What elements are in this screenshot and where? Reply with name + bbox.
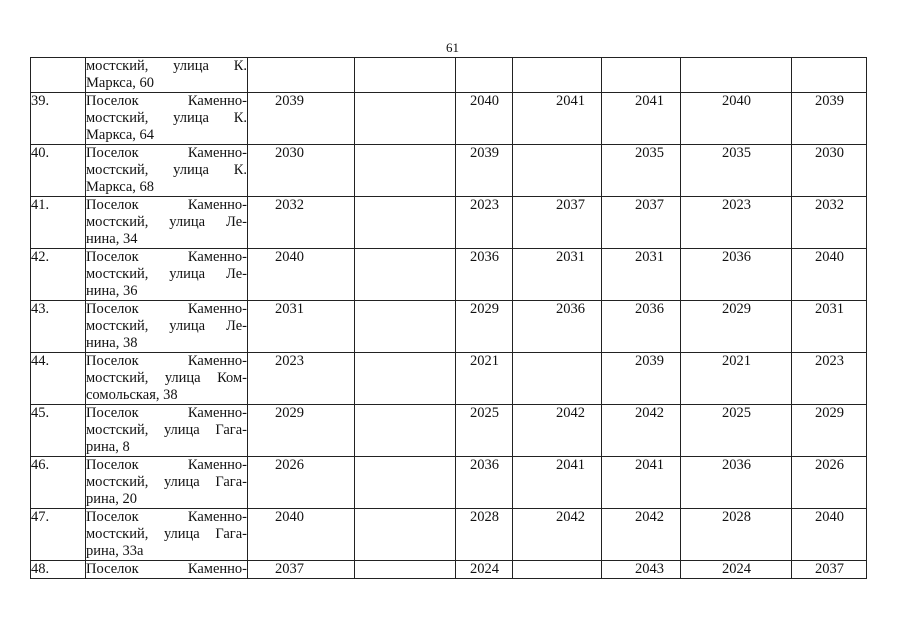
year-cell: 2023 <box>792 353 867 405</box>
table-row <box>31 561 867 579</box>
year-cell: 2041 <box>513 93 602 145</box>
address-line: мостский, улица К. <box>86 162 247 178</box>
address-line: мостский, улица Ком- <box>86 370 247 386</box>
year-cell: 2031 <box>248 301 355 353</box>
year-cell: 2031 <box>513 249 602 301</box>
row-number: 46. <box>31 457 86 509</box>
year-cell: 2021 <box>681 353 792 405</box>
year-cell: 2028 <box>681 509 792 561</box>
address-line: мостский, улица Гага- <box>86 422 247 438</box>
year-cell: 2024 <box>456 561 513 579</box>
table-row <box>31 145 867 197</box>
year-cell: 2040 <box>681 93 792 145</box>
table-body <box>31 58 867 579</box>
address-line: нина, 36 <box>86 283 138 299</box>
address-cell <box>86 561 248 579</box>
year-cell <box>513 145 602 197</box>
address-cell <box>86 353 248 405</box>
year-cell: 2023 <box>681 197 792 249</box>
year-cell: 2036 <box>681 457 792 509</box>
address-line: Поселок Каменно- <box>86 249 247 265</box>
year-cell: 2026 <box>248 457 355 509</box>
table-row <box>31 353 867 405</box>
year-cell: 2029 <box>681 301 792 353</box>
year-cell: 2037 <box>792 561 867 579</box>
year-cell: 2040 <box>792 509 867 561</box>
year-cell: 2025 <box>681 405 792 457</box>
year-cell: 2024 <box>681 561 792 579</box>
address-line: нина, 38 <box>86 335 138 351</box>
year-cell: 2037 <box>602 197 681 249</box>
table-row <box>31 93 867 145</box>
year-cell <box>355 405 456 457</box>
table-row <box>31 249 867 301</box>
address-line: Поселок Каменно- <box>86 145 247 161</box>
row-number: 39. <box>31 93 86 145</box>
address-cell <box>86 93 248 145</box>
table-row <box>31 58 867 93</box>
address-line: Поселок Каменно- <box>86 509 247 525</box>
year-cell: 2029 <box>456 301 513 353</box>
year-cell: 2041 <box>602 93 681 145</box>
year-cell: 2040 <box>792 249 867 301</box>
year-cell: 2039 <box>792 93 867 145</box>
year-cell: 2039 <box>456 145 513 197</box>
year-cell: 2023 <box>456 197 513 249</box>
year-cell: 2030 <box>248 145 355 197</box>
year-cell: 2041 <box>602 457 681 509</box>
year-cell <box>355 93 456 145</box>
year-cell: 2026 <box>792 457 867 509</box>
address-line: Маркса, 60 <box>86 75 155 91</box>
address-cell <box>86 197 248 249</box>
row-number: 42. <box>31 249 86 301</box>
address-line: рина, 20 <box>86 491 137 507</box>
row-number: 45. <box>31 405 86 457</box>
table-row <box>31 405 867 457</box>
year-cell: 2021 <box>456 353 513 405</box>
year-cell <box>513 58 602 93</box>
year-cell <box>355 249 456 301</box>
row-number: 48. <box>31 561 86 579</box>
address-line: мостский, улица Гага- <box>86 474 247 490</box>
year-cell: 2040 <box>456 93 513 145</box>
year-cell <box>355 457 456 509</box>
year-cell: 2040 <box>248 509 355 561</box>
year-cell <box>456 58 513 93</box>
year-cell: 2036 <box>456 457 513 509</box>
year-cell: 2043 <box>602 561 681 579</box>
address-line: Поселок Каменно- <box>86 353 247 369</box>
year-cell: 2035 <box>602 145 681 197</box>
address-line: мостский, улица Ле- <box>86 214 247 230</box>
year-cell <box>513 561 602 579</box>
address-line: Поселок Каменно- <box>86 457 247 473</box>
year-cell: 2029 <box>792 405 867 457</box>
address-line: нина, 34 <box>86 231 138 247</box>
table-row <box>31 457 867 509</box>
table-row <box>31 301 867 353</box>
address-cell <box>86 405 248 457</box>
year-cell <box>248 58 355 93</box>
address-cell <box>86 457 248 509</box>
address-line: мостский, улица Гага- <box>86 526 247 542</box>
year-cell <box>355 561 456 579</box>
page-number: 61 <box>446 40 459 55</box>
year-cell <box>513 353 602 405</box>
table-row <box>31 197 867 249</box>
address-line: Поселок Каменно- <box>86 93 247 109</box>
row-number: 47. <box>31 509 86 561</box>
year-cell <box>792 58 867 93</box>
row-number: 44. <box>31 353 86 405</box>
year-cell: 2037 <box>248 561 355 579</box>
address-line: Маркса, 64 <box>86 127 155 143</box>
year-cell: 2032 <box>248 197 355 249</box>
address-line: Поселок Каменно- <box>86 405 247 421</box>
year-cell: 2039 <box>602 353 681 405</box>
year-cell: 2031 <box>792 301 867 353</box>
year-cell: 2036 <box>513 301 602 353</box>
year-cell: 2037 <box>513 197 602 249</box>
year-cell: 2042 <box>513 405 602 457</box>
year-cell: 2036 <box>602 301 681 353</box>
row-number: 43. <box>31 301 86 353</box>
year-cell: 2032 <box>792 197 867 249</box>
year-cell: 2029 <box>248 405 355 457</box>
year-cell: 2025 <box>456 405 513 457</box>
year-cell <box>355 509 456 561</box>
address-line: Маркса, 68 <box>86 179 155 195</box>
address-line: мостский, улица К. <box>86 110 247 126</box>
address-cell <box>86 145 248 197</box>
address-line: Поселок Каменно- <box>86 197 247 213</box>
year-cell: 2023 <box>248 353 355 405</box>
address-line: мостский, улица К. <box>86 58 247 74</box>
year-cell <box>355 301 456 353</box>
address-cell <box>86 301 248 353</box>
year-cell <box>602 58 681 93</box>
row-number <box>31 58 86 93</box>
year-cell: 2042 <box>602 405 681 457</box>
year-cell: 2028 <box>456 509 513 561</box>
year-cell: 2042 <box>602 509 681 561</box>
address-line: рина, 33а <box>86 543 144 559</box>
year-cell <box>355 197 456 249</box>
year-cell: 2039 <box>248 93 355 145</box>
year-cell <box>355 145 456 197</box>
year-cell: 2031 <box>602 249 681 301</box>
year-cell: 2030 <box>792 145 867 197</box>
address-cell <box>86 249 248 301</box>
address-line: Поселок Каменно- <box>86 301 247 317</box>
year-cell: 2042 <box>513 509 602 561</box>
address-cell <box>86 58 248 93</box>
row-number: 41. <box>31 197 86 249</box>
schedule-table <box>30 57 867 579</box>
year-cell: 2035 <box>681 145 792 197</box>
address-line: Поселок Каменно- <box>86 561 247 577</box>
address-line: рина, 8 <box>86 439 130 455</box>
address-line: мостский, улица Ле- <box>86 266 247 282</box>
year-cell <box>355 353 456 405</box>
address-line: мостский, улица Ле- <box>86 318 247 334</box>
year-cell: 2036 <box>456 249 513 301</box>
address-cell <box>86 509 248 561</box>
year-cell <box>355 58 456 93</box>
year-cell: 2040 <box>248 249 355 301</box>
year-cell: 2036 <box>681 249 792 301</box>
row-number: 40. <box>31 145 86 197</box>
address-line: сомольская, 38 <box>86 387 178 403</box>
year-cell <box>681 58 792 93</box>
table-row <box>31 509 867 561</box>
year-cell: 2041 <box>513 457 602 509</box>
